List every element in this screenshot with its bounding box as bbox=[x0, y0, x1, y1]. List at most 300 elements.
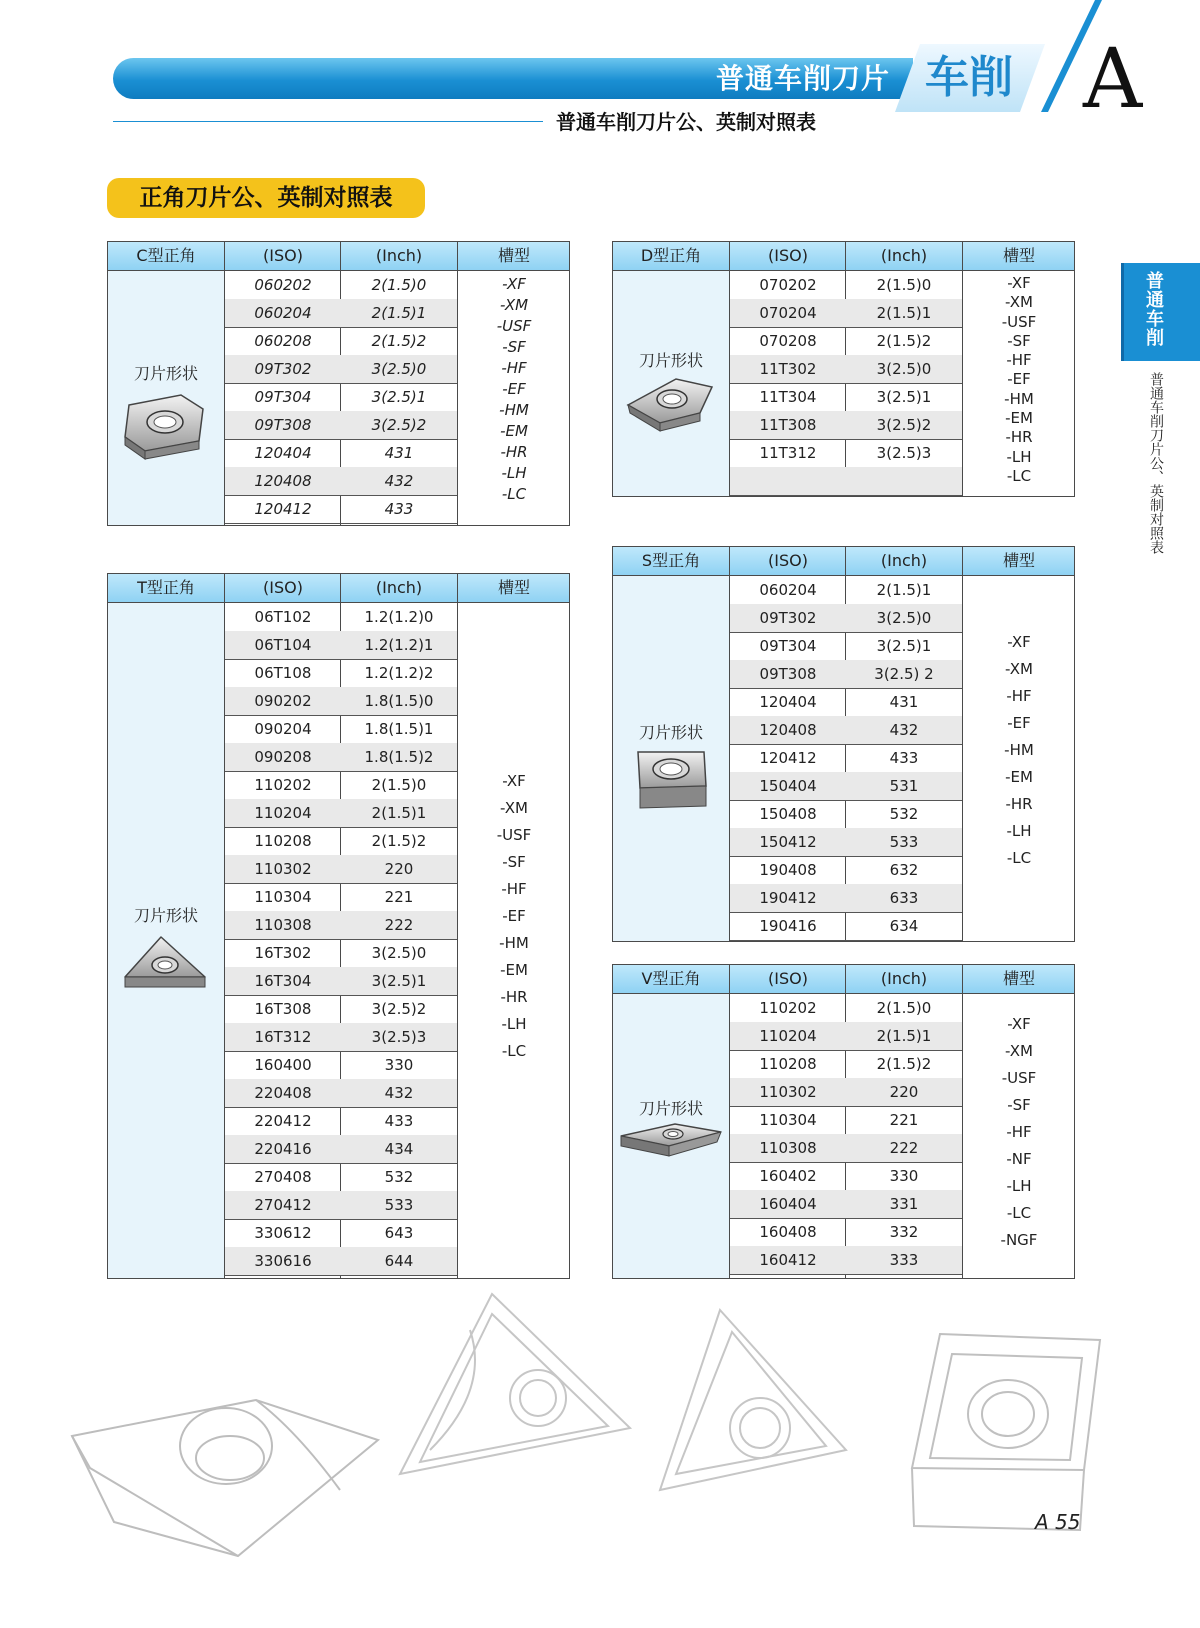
table-row bbox=[730, 994, 962, 1023]
table-row bbox=[225, 1107, 457, 1136]
table-row bbox=[730, 1022, 962, 1051]
groove-type: -HR bbox=[1005, 795, 1033, 813]
inch-code-cell: 433 bbox=[384, 500, 414, 518]
iso-code-cell: 11T312 bbox=[759, 444, 817, 462]
groove-list bbox=[963, 274, 1075, 486]
insert-c-icon bbox=[121, 389, 211, 463]
groove-type: -SF bbox=[1007, 331, 1031, 350]
inch-code-cell: 2(1.5)2 bbox=[371, 832, 427, 850]
inch-code-cell: 533 bbox=[384, 1196, 414, 1214]
groove-type: -XM bbox=[500, 799, 528, 817]
groove-type: -LC bbox=[1006, 466, 1032, 485]
table-row bbox=[225, 1219, 457, 1248]
table-header bbox=[613, 965, 1074, 994]
table-row bbox=[730, 1134, 962, 1163]
iso-code-cell: 110308 bbox=[254, 916, 312, 934]
table-row bbox=[225, 1051, 457, 1080]
groove-type: -LC bbox=[1006, 1204, 1032, 1222]
table-row bbox=[730, 1050, 962, 1079]
table-c-type bbox=[107, 241, 570, 526]
groove-type: -SF bbox=[502, 338, 526, 356]
table-row bbox=[225, 383, 457, 412]
groove-type: -XM bbox=[1005, 1042, 1033, 1060]
iso-code-cell: 110202 bbox=[254, 776, 312, 794]
table-row bbox=[225, 855, 457, 884]
iso-code-cell: 160404 bbox=[759, 1195, 817, 1213]
iso-code-cell: 270408 bbox=[254, 1168, 312, 1186]
inch-code-cell: 3(2.5) 2 bbox=[874, 665, 934, 683]
iso-code-cell: 060204 bbox=[254, 304, 312, 322]
iso-code-cell: 16T302 bbox=[254, 944, 312, 962]
iso-code-cell: 11T302 bbox=[759, 360, 817, 378]
table-row bbox=[225, 799, 457, 828]
iso-code-cell: 070208 bbox=[759, 332, 817, 350]
table-row bbox=[225, 715, 457, 744]
table-v-type bbox=[612, 964, 1075, 1279]
table-row bbox=[730, 660, 962, 689]
shape-cell bbox=[613, 271, 729, 496]
groove-list bbox=[458, 274, 570, 505]
table-header bbox=[613, 547, 1074, 576]
iso-code-cell: 220416 bbox=[254, 1140, 312, 1158]
groove-type: -LC bbox=[1006, 849, 1032, 867]
table-row bbox=[730, 632, 962, 661]
groove-list bbox=[963, 1011, 1075, 1254]
inch-code-cell bbox=[846, 467, 962, 495]
col-inch: (Inch) bbox=[880, 969, 928, 988]
table-row bbox=[225, 911, 457, 940]
groove-type: -LC bbox=[501, 485, 527, 503]
table-row bbox=[225, 659, 457, 688]
groove-type: -LH bbox=[501, 464, 527, 482]
iso-code-cell: 120412 bbox=[254, 500, 312, 518]
iso-code-cell: 16T312 bbox=[254, 1028, 312, 1046]
iso-code-cell: 09T302 bbox=[254, 360, 312, 378]
inch-code-cell: 3(2.5)1 bbox=[371, 972, 427, 990]
iso-code-cell: 110302 bbox=[254, 860, 312, 878]
col-groove: 槽型 bbox=[497, 578, 530, 597]
groove-type: -USF bbox=[496, 826, 532, 844]
col-iso: (ISO) bbox=[768, 969, 808, 988]
table-row bbox=[225, 355, 457, 384]
iso-code-cell: 09T304 bbox=[759, 637, 817, 655]
table-row bbox=[730, 744, 962, 773]
sketch-trigon-insert-icon bbox=[660, 1310, 846, 1490]
table-row bbox=[225, 1079, 457, 1108]
insert-t-icon bbox=[121, 933, 211, 1007]
iso-code-cell: 110308 bbox=[759, 1139, 817, 1157]
page-number: A 55 bbox=[1035, 1510, 1081, 1534]
inch-code-cell: 3(2.5)2 bbox=[371, 416, 427, 434]
table-row bbox=[225, 883, 457, 912]
table-row bbox=[730, 299, 962, 328]
iso-code-cell: 110208 bbox=[254, 832, 312, 850]
inch-code-cell: 2(1.5)1 bbox=[371, 304, 427, 322]
col-inch: (Inch) bbox=[375, 246, 423, 265]
inch-code-cell: 634 bbox=[889, 917, 919, 935]
inch-code-cell: 331 bbox=[889, 1195, 919, 1213]
inch-code-cell: 2(1.5)1 bbox=[371, 804, 427, 822]
col-type: V型正角 bbox=[641, 969, 701, 988]
table-row bbox=[730, 828, 962, 857]
table-row bbox=[225, 271, 457, 300]
iso-code-cell: 110304 bbox=[759, 1111, 817, 1129]
decorative-insert-sketches bbox=[60, 1290, 1140, 1580]
table-row bbox=[730, 688, 962, 717]
table-row bbox=[225, 1023, 457, 1052]
inch-code-cell: 533 bbox=[889, 833, 919, 851]
table-row bbox=[225, 439, 457, 468]
inch-code-cell: 2(1.5)2 bbox=[876, 332, 932, 350]
shape-label: 刀片形状 bbox=[638, 351, 703, 370]
inch-code-cell: 2(1.5)0 bbox=[371, 276, 427, 294]
inch-code-cell: 3(2.5)1 bbox=[371, 388, 427, 406]
inch-code-cell: 431 bbox=[384, 444, 414, 462]
iso-code-cell: 120412 bbox=[759, 749, 817, 767]
table-row bbox=[730, 912, 962, 941]
shape-label: 刀片形状 bbox=[133, 906, 198, 925]
shape-cell bbox=[108, 603, 224, 1278]
table-row bbox=[730, 1078, 962, 1107]
inch-code-cell: 433 bbox=[384, 1112, 414, 1130]
groove-type: -LH bbox=[1006, 822, 1032, 840]
table-t-type bbox=[107, 573, 570, 1279]
header-category-label: 车削 bbox=[925, 52, 1013, 103]
iso-code-cell: 160408 bbox=[759, 1223, 817, 1241]
groove-type: -LH bbox=[1006, 447, 1032, 466]
inch-code-cell: 330 bbox=[384, 1056, 414, 1074]
inch-code-cell: 2(1.5)1 bbox=[876, 581, 932, 599]
groove-type: -LH bbox=[1006, 1177, 1032, 1195]
groove-type: -XF bbox=[1007, 633, 1031, 651]
groove-type: -SF bbox=[502, 853, 526, 871]
col-type: D型正角 bbox=[640, 246, 702, 265]
inch-code-cell: 2(1.5)0 bbox=[876, 999, 932, 1017]
col-type: T型正角 bbox=[137, 578, 195, 597]
table-row bbox=[225, 1163, 457, 1192]
header-rule bbox=[113, 121, 543, 122]
inch-code-cell: 3(2.5)1 bbox=[876, 637, 932, 655]
iso-code-cell: 090208 bbox=[254, 748, 312, 766]
iso-code-cell: 110204 bbox=[759, 1027, 817, 1045]
sketch-square-insert-icon bbox=[912, 1334, 1100, 1530]
inch-code-cell: 3(2.5)2 bbox=[876, 416, 932, 434]
groove-type: -HM bbox=[499, 934, 529, 952]
col-inch: (Inch) bbox=[880, 551, 928, 570]
table-row bbox=[225, 631, 457, 660]
insert-s-icon bbox=[626, 748, 716, 822]
shape-cell bbox=[613, 576, 729, 941]
sketch-triangle-insert-icon bbox=[400, 1294, 630, 1474]
table-row bbox=[225, 687, 457, 716]
groove-type: -HF bbox=[1006, 1123, 1032, 1141]
table-row bbox=[730, 576, 962, 605]
groove-type: -XM bbox=[499, 296, 529, 314]
col-type: C型正角 bbox=[136, 246, 196, 265]
iso-code-cell: 120404 bbox=[254, 444, 312, 462]
table-row bbox=[225, 1247, 457, 1276]
inch-code-cell: 632 bbox=[889, 861, 919, 879]
groove-type: -HF bbox=[501, 359, 527, 377]
col-groove: 槽型 bbox=[497, 246, 530, 265]
iso-code-cell: 160402 bbox=[759, 1167, 817, 1185]
inch-code-cell: 432 bbox=[384, 472, 414, 490]
inch-code-cell: 3(2.5)0 bbox=[371, 360, 427, 378]
inch-code-cell: 3(2.5)1 bbox=[876, 388, 932, 406]
table-row bbox=[225, 771, 457, 800]
header-title: 普通车削刀片 bbox=[715, 62, 890, 95]
groove-type: -HF bbox=[1006, 351, 1032, 370]
groove-type: -HF bbox=[501, 880, 527, 898]
iso-code-cell: 220412 bbox=[254, 1112, 312, 1130]
iso-code-cell: 190416 bbox=[759, 917, 817, 935]
groove-type: -HM bbox=[499, 401, 529, 419]
section-letter: A bbox=[1083, 32, 1143, 127]
table-row bbox=[730, 439, 962, 468]
inch-code-cell: 1.2(1.2)1 bbox=[364, 636, 434, 654]
iso-code-cell: 160400 bbox=[254, 1056, 312, 1074]
inch-code-cell: 644 bbox=[384, 1252, 414, 1270]
groove-type: -EF bbox=[502, 907, 526, 925]
table-row bbox=[225, 603, 457, 632]
iso-code-cell: 150408 bbox=[759, 805, 817, 823]
table-s-type bbox=[612, 546, 1075, 942]
groove-type: -HM bbox=[1004, 741, 1034, 759]
table-row bbox=[225, 995, 457, 1024]
iso-code-cell: 150404 bbox=[759, 777, 817, 795]
col-type: S型正角 bbox=[641, 551, 701, 570]
table-row bbox=[225, 827, 457, 856]
shape-label: 刀片形状 bbox=[638, 1099, 703, 1118]
iso-code-cell: 060208 bbox=[254, 332, 312, 350]
iso-code-cell: 16T308 bbox=[254, 1000, 312, 1018]
groove-type: -EM bbox=[1005, 768, 1033, 786]
inch-code-cell: 531 bbox=[889, 777, 919, 795]
inch-code-cell: 532 bbox=[384, 1168, 414, 1186]
inch-code-cell: 330 bbox=[889, 1167, 919, 1185]
side-caption: 普通车削刀片公、英制对照表 bbox=[1148, 372, 1164, 554]
iso-code-cell: 190408 bbox=[759, 861, 817, 879]
table-row bbox=[225, 495, 457, 524]
iso-code-cell: 120408 bbox=[759, 721, 817, 739]
iso-code-cell: 070204 bbox=[759, 304, 817, 322]
table-row bbox=[730, 856, 962, 885]
table-row bbox=[730, 355, 962, 384]
inch-code-cell: 434 bbox=[384, 1140, 414, 1158]
iso-code-cell: 16T304 bbox=[254, 972, 312, 990]
iso-code-cell bbox=[730, 467, 846, 495]
iso-code-cell: 150412 bbox=[759, 833, 817, 851]
table-row bbox=[225, 1191, 457, 1220]
col-inch: (Inch) bbox=[880, 246, 928, 265]
side-tab-label: 普通车削 bbox=[1143, 271, 1164, 347]
iso-code-cell: 090202 bbox=[254, 692, 312, 710]
groove-type: -XF bbox=[1007, 274, 1031, 292]
inch-code-cell: 431 bbox=[889, 693, 919, 711]
table-row bbox=[225, 467, 457, 496]
header-subtitle: 普通车削刀片公、英制对照表 bbox=[556, 110, 816, 134]
iso-code-cell: 11T304 bbox=[759, 388, 817, 406]
col-iso: (ISO) bbox=[768, 246, 808, 265]
table-row bbox=[225, 299, 457, 328]
groove-type: -XF bbox=[502, 275, 526, 293]
groove-type: -NF bbox=[1006, 1150, 1032, 1168]
inch-code-cell: 3(2.5)3 bbox=[371, 1028, 427, 1046]
inch-code-cell: 3(2.5)3 bbox=[876, 444, 932, 462]
inch-code-cell: 221 bbox=[889, 1111, 919, 1129]
inch-code-cell: 221 bbox=[384, 888, 414, 906]
insert-d-icon bbox=[626, 373, 716, 447]
table-row bbox=[730, 383, 962, 412]
table-row bbox=[730, 1162, 962, 1191]
iso-code-cell: 06T102 bbox=[254, 608, 312, 626]
inch-code-cell: 2(1.5)2 bbox=[876, 1055, 932, 1073]
table-row bbox=[225, 1135, 457, 1164]
inch-code-cell: 220 bbox=[889, 1083, 919, 1101]
table-row bbox=[730, 884, 962, 913]
iso-code-cell: 09T308 bbox=[759, 665, 817, 683]
inch-code-cell: 1.2(1.2)0 bbox=[364, 608, 434, 626]
groove-type: -EM bbox=[1005, 409, 1033, 428]
iso-code-cell: 06T104 bbox=[254, 636, 312, 654]
inch-code-cell: 1.8(1.5)1 bbox=[364, 720, 434, 738]
inch-code-cell: 432 bbox=[384, 1084, 414, 1102]
iso-code-cell: 060202 bbox=[254, 276, 312, 294]
groove-type: -SF bbox=[1007, 1096, 1031, 1114]
groove-type: -USF bbox=[1001, 1069, 1037, 1087]
inch-code-cell: 222 bbox=[384, 916, 414, 934]
iso-code-cell: 330616 bbox=[254, 1252, 312, 1270]
inch-code-cell: 633 bbox=[889, 889, 919, 907]
groove-type: -XM bbox=[1005, 293, 1033, 312]
table-row bbox=[730, 772, 962, 801]
col-iso: (ISO) bbox=[263, 578, 303, 597]
table-row bbox=[730, 271, 962, 300]
groove-type: -XM bbox=[1005, 660, 1033, 678]
iso-code-cell: 060204 bbox=[759, 581, 817, 599]
iso-code-cell: 120408 bbox=[254, 472, 312, 490]
iso-code-cell: 190412 bbox=[759, 889, 817, 907]
iso-code-cell: 09T302 bbox=[759, 609, 817, 627]
groove-type: -HR bbox=[500, 443, 528, 461]
iso-code-cell: 090204 bbox=[254, 720, 312, 738]
shape-label: 刀片形状 bbox=[133, 364, 198, 383]
iso-code-cell: 110208 bbox=[759, 1055, 817, 1073]
groove-type: -EF bbox=[1007, 714, 1031, 732]
iso-code-cell: 11T308 bbox=[759, 416, 817, 434]
table-header bbox=[108, 574, 569, 603]
inch-code-cell: 433 bbox=[889, 749, 919, 767]
groove-type: -HR bbox=[500, 988, 528, 1006]
groove-type: -EM bbox=[500, 961, 528, 979]
table-row bbox=[730, 1106, 962, 1135]
table-row bbox=[225, 743, 457, 772]
iso-code-cell: 120404 bbox=[759, 693, 817, 711]
col-iso: (ISO) bbox=[768, 551, 808, 570]
groove-type: -HR bbox=[1005, 428, 1033, 447]
iso-code-cell: 070202 bbox=[759, 276, 817, 294]
col-inch: (Inch) bbox=[375, 578, 423, 597]
iso-code-cell: 06T108 bbox=[254, 664, 312, 682]
table-row bbox=[730, 327, 962, 356]
table-row bbox=[225, 327, 457, 356]
inch-code-cell: 2(1.5)2 bbox=[371, 332, 427, 350]
iso-code-cell: 110202 bbox=[759, 999, 817, 1017]
insert-v-icon bbox=[619, 1120, 723, 1194]
table-row bbox=[730, 604, 962, 633]
table-row bbox=[730, 1218, 962, 1247]
iso-code-cell: 110304 bbox=[254, 888, 312, 906]
table-row bbox=[730, 716, 962, 745]
table-row bbox=[730, 411, 962, 440]
groove-type: -USF bbox=[496, 317, 532, 335]
inch-code-cell: 2(1.5)1 bbox=[876, 304, 932, 322]
col-groove: 槽型 bbox=[1002, 246, 1035, 265]
inch-code-cell: 432 bbox=[889, 721, 919, 739]
table-header bbox=[613, 242, 1074, 271]
inch-code-cell: 332 bbox=[889, 1223, 919, 1241]
shape-label: 刀片形状 bbox=[638, 723, 703, 742]
table-d-type bbox=[612, 241, 1075, 497]
inch-code-cell: 2(1.5)1 bbox=[876, 1027, 932, 1045]
inch-code-cell: 220 bbox=[384, 860, 414, 878]
groove-type: -NGF bbox=[1000, 1231, 1038, 1249]
inch-code-cell: 643 bbox=[384, 1224, 414, 1242]
table-row bbox=[225, 411, 457, 440]
inch-code-cell: 1.2(1.2)2 bbox=[364, 664, 434, 682]
groove-type: -XF bbox=[502, 772, 526, 790]
iso-code-cell: 110302 bbox=[759, 1083, 817, 1101]
groove-type: -EM bbox=[500, 422, 528, 440]
table-row bbox=[225, 967, 457, 996]
groove-type: -HM bbox=[1004, 389, 1034, 408]
iso-code-cell: 160412 bbox=[759, 1251, 817, 1269]
table-row bbox=[730, 1190, 962, 1219]
inch-code-cell: 333 bbox=[889, 1251, 919, 1269]
inch-code-cell: 1.8(1.5)0 bbox=[364, 692, 434, 710]
iso-code-cell: 270412 bbox=[254, 1196, 312, 1214]
inch-code-cell: 532 bbox=[889, 805, 919, 823]
table-header bbox=[108, 242, 569, 271]
inch-code-cell: 1.8(1.5)2 bbox=[364, 748, 434, 766]
iso-code-cell: 09T304 bbox=[254, 388, 312, 406]
col-groove: 槽型 bbox=[1002, 551, 1035, 570]
col-iso: (ISO) bbox=[263, 246, 303, 265]
groove-type: -HF bbox=[1006, 687, 1032, 705]
inch-code-cell: 2(1.5)0 bbox=[371, 776, 427, 794]
groove-type: -LH bbox=[501, 1015, 527, 1033]
groove-type: -XF bbox=[1007, 1015, 1031, 1033]
inch-code-cell: 3(2.5)2 bbox=[371, 1000, 427, 1018]
iso-code-cell: 330612 bbox=[254, 1224, 312, 1242]
shape-cell bbox=[108, 271, 224, 525]
groove-list bbox=[458, 768, 570, 1065]
inch-code-cell: 222 bbox=[889, 1139, 919, 1157]
inch-code-cell: 3(2.5)0 bbox=[371, 944, 427, 962]
table-row bbox=[730, 467, 962, 496]
iso-code-cell: 220408 bbox=[254, 1084, 312, 1102]
table-row bbox=[730, 1246, 962, 1275]
table-row bbox=[225, 939, 457, 968]
table-row bbox=[730, 800, 962, 829]
groove-type: -USF bbox=[1001, 312, 1037, 331]
inch-code-cell: 2(1.5)0 bbox=[876, 276, 932, 294]
col-groove: 槽型 bbox=[1002, 969, 1035, 988]
shape-cell bbox=[613, 994, 729, 1278]
groove-type: -EF bbox=[502, 380, 526, 398]
iso-code-cell: 09T308 bbox=[254, 416, 312, 434]
inch-code-cell: 3(2.5)0 bbox=[876, 360, 932, 378]
